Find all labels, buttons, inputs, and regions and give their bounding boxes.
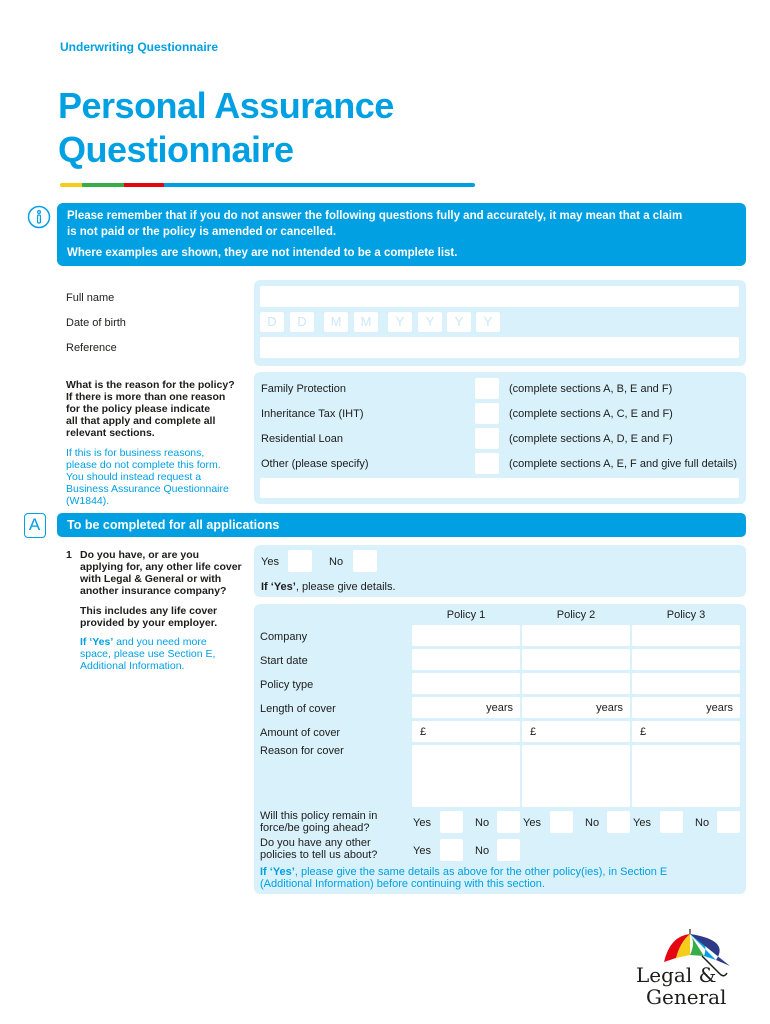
q1-line1: Do you have, or are you <box>80 549 200 561</box>
remain-p1-no-label: No <box>475 817 490 829</box>
row-label-amount: Amount of cover <box>260 727 341 739</box>
rule-yellow <box>60 183 82 187</box>
notice-line2: is not paid or the policy is amended or cancelled. <box>67 226 337 238</box>
q1-hint-line2: space, please use Section E, <box>80 648 216 660</box>
q1-note-line2: provided by your employer. <box>80 617 218 629</box>
reason-q-line1: What is the reason for the policy? <box>66 379 235 391</box>
reason-option-label: Inheritance Tax (IHT) <box>261 408 364 420</box>
row-label-start-date: Start date <box>260 655 308 667</box>
notice-line3: Where examples are shown, they are not intended to be a complete list. <box>67 247 458 259</box>
remain-p2-yes-label: Yes <box>523 817 541 829</box>
dob-day-1[interactable]: D <box>260 312 284 332</box>
remain-p3-no-label: No <box>695 817 710 829</box>
q1-yes-label: Yes <box>261 556 279 568</box>
dob-label: Date of birth <box>66 317 126 329</box>
reference-label: Reference <box>66 342 117 354</box>
dob-year-1[interactable]: Y <box>388 312 412 332</box>
rule-green <box>82 183 124 187</box>
other-yes-checkbox[interactable] <box>440 839 463 861</box>
page-title-line2: Questionnaire <box>58 129 294 170</box>
dob-month-2[interactable]: M <box>354 312 378 332</box>
dob-year-4[interactable]: Y <box>476 312 500 332</box>
policy-1-length-input[interactable] <box>412 697 520 718</box>
q1-no-label: No <box>329 556 344 568</box>
reason-other-details-input[interactable] <box>260 478 739 498</box>
logo-line1: Legal & <box>636 963 717 987</box>
other-no-checkbox[interactable] <box>497 839 520 861</box>
reason-q-line3: for the policy please indicate <box>66 403 211 415</box>
policy-3-amount-input[interactable] <box>632 721 740 742</box>
policy-2-reason-input[interactable] <box>522 745 630 807</box>
page-title-line1: Personal Assurance <box>58 85 394 126</box>
rule-red <box>124 183 164 187</box>
policy-3-header: Policy 3 <box>666 609 706 621</box>
other-yes-label: Yes <box>413 845 431 857</box>
reason-checkbox-other[interactable] <box>475 453 499 474</box>
years-unit: years <box>706 702 733 714</box>
reason-option-sections: (complete sections A, D, E and F) <box>509 433 673 445</box>
section-a-title: To be completed for all applications <box>67 518 280 532</box>
remain-q-line2: force/be going ahead? <box>260 822 370 834</box>
remain-p1-yes-label: Yes <box>413 817 431 829</box>
q1-yes-checkbox[interactable] <box>288 550 312 572</box>
reason-option-sections: (complete sections A, C, E and F) <box>509 408 673 420</box>
remain-p3-yes-label: Yes <box>633 817 651 829</box>
policy-1-company-input[interactable] <box>412 625 520 646</box>
policy-2-header: Policy 2 <box>556 609 596 621</box>
q1-if-yes-rest: , please give details. <box>295 581 396 593</box>
policy-1-amount-input[interactable] <box>412 721 520 742</box>
remain-p1-yes-checkbox[interactable] <box>440 811 463 833</box>
q1-no-checkbox[interactable] <box>353 550 377 572</box>
q1-hint-line3: Additional Information. <box>80 660 185 672</box>
policy-2-start-date-input[interactable] <box>522 649 630 670</box>
notice-line1: Please remember that if you do not answer the following questions fully and accurately, it may mean that a claim <box>67 210 683 222</box>
policy-3-company-input[interactable] <box>632 625 740 646</box>
q1-hint-bold: If ‘Yes’ <box>80 636 114 648</box>
title-rule <box>60 183 475 187</box>
info-icon <box>27 205 51 229</box>
q1-if-yes-bold: If ‘Yes’ <box>261 581 296 593</box>
section-a-header <box>57 513 746 537</box>
policy-3-reason-input[interactable] <box>632 745 740 807</box>
dob-month-1[interactable]: M <box>324 312 348 332</box>
policy-2-company-input[interactable] <box>522 625 630 646</box>
reference-input[interactable] <box>260 337 739 358</box>
policy-2-type-input[interactable] <box>522 673 630 694</box>
policy-1-type-input[interactable] <box>412 673 520 694</box>
other-q-line2: policies to tell us about? <box>260 849 378 861</box>
years-unit: years <box>596 702 623 714</box>
section-a-badge <box>24 513 46 538</box>
reason-option-label: Residential Loan <box>261 433 343 445</box>
full-name-label: Full name <box>66 292 115 304</box>
policy-3-length-input[interactable] <box>632 697 740 718</box>
reason-option-label: Family Protection <box>261 383 346 395</box>
policy-2-amount-input[interactable] <box>522 721 630 742</box>
dob-year-3[interactable]: Y <box>447 312 471 332</box>
row-label-policy-type: Policy type <box>260 679 314 691</box>
reason-note-line1: If this is for business reasons, <box>66 447 205 459</box>
q1-line2: applying for, any other life cover <box>80 561 242 573</box>
other-no-label: No <box>475 845 490 857</box>
rule-blue <box>164 183 475 187</box>
reason-checkbox-family[interactable] <box>475 378 499 399</box>
reason-checkbox-iht[interactable] <box>475 403 499 424</box>
section-a-letter: A <box>28 515 41 534</box>
reason-note-line5: (W1844). <box>66 495 110 507</box>
pound-sign: £ <box>530 726 537 738</box>
reason-note-line2: please do not complete this form. <box>66 459 221 471</box>
q1-if-yes <box>261 581 396 594</box>
policy-3-start-date-input[interactable] <box>632 649 740 670</box>
reason-option-sections: (complete sections A, B, E and F) <box>509 383 673 395</box>
remain-p2-no-checkbox[interactable] <box>607 811 630 833</box>
policy-1-reason-input[interactable] <box>412 745 520 807</box>
other-q-line1: Do you have any other <box>260 837 371 849</box>
policy-1-header: Policy 1 <box>446 609 486 621</box>
legal-general-logo <box>630 928 750 1013</box>
reason-note-line3: You should instead request a <box>66 471 202 483</box>
policy-footer-rest: , please give the same details as above for the other policy(ies), in Section E <box>294 866 668 878</box>
q1-number: 1 <box>66 549 72 561</box>
q1-hint-rest: and you need more <box>113 636 207 648</box>
dob-input-group <box>260 312 500 332</box>
reason-option-label: Other (please specify) <box>261 458 369 470</box>
notice-panel <box>57 203 746 266</box>
row-label-length: Length of cover <box>260 703 336 715</box>
remain-p1-no-checkbox[interactable] <box>497 811 520 833</box>
remain-q-line1: Will this policy remain in <box>260 810 378 822</box>
reason-q-line2: If there is more than one reason <box>66 391 226 403</box>
policy-2-length-input[interactable] <box>522 697 630 718</box>
q1-hint-line1 <box>80 636 207 648</box>
policy-footer-bold: If ‘Yes’ <box>260 866 295 878</box>
reason-q-line5: relevant sections. <box>66 427 155 439</box>
reason-q-line4: all that apply and complete all <box>66 415 216 427</box>
reason-checkbox-residential[interactable] <box>475 428 499 449</box>
q1-line3: with Legal & General or with <box>80 573 222 585</box>
remain-p3-yes-checkbox[interactable] <box>660 811 683 833</box>
logo-line2: General <box>646 985 727 1009</box>
pound-sign: £ <box>420 726 427 738</box>
full-name-input[interactable] <box>260 286 739 307</box>
remain-p2-no-label: No <box>585 817 600 829</box>
policy-3-type-input[interactable] <box>632 673 740 694</box>
policy-footer-line2: (Additional Information) before continuing with this section. <box>260 878 545 890</box>
remain-p3-no-checkbox[interactable] <box>717 811 740 833</box>
q1-line4: another insurance company? <box>80 585 227 597</box>
dob-year-2[interactable]: Y <box>418 312 442 332</box>
reason-option-sections: (complete sections A, E, F and give full details) <box>509 458 738 470</box>
remain-p2-yes-checkbox[interactable] <box>550 811 573 833</box>
years-unit: years <box>486 702 513 714</box>
kicker-title: Underwriting Questionnaire <box>60 40 219 54</box>
policy-1-start-date-input[interactable] <box>412 649 520 670</box>
pound-sign: £ <box>640 726 647 738</box>
row-label-company: Company <box>260 631 308 643</box>
q1-note-line1: This includes any life cover <box>80 605 218 617</box>
row-label-reason: Reason for cover <box>260 745 344 757</box>
dob-day-2[interactable]: D <box>290 312 314 332</box>
reason-note-line4: Business Assurance Questionnaire <box>66 483 229 495</box>
